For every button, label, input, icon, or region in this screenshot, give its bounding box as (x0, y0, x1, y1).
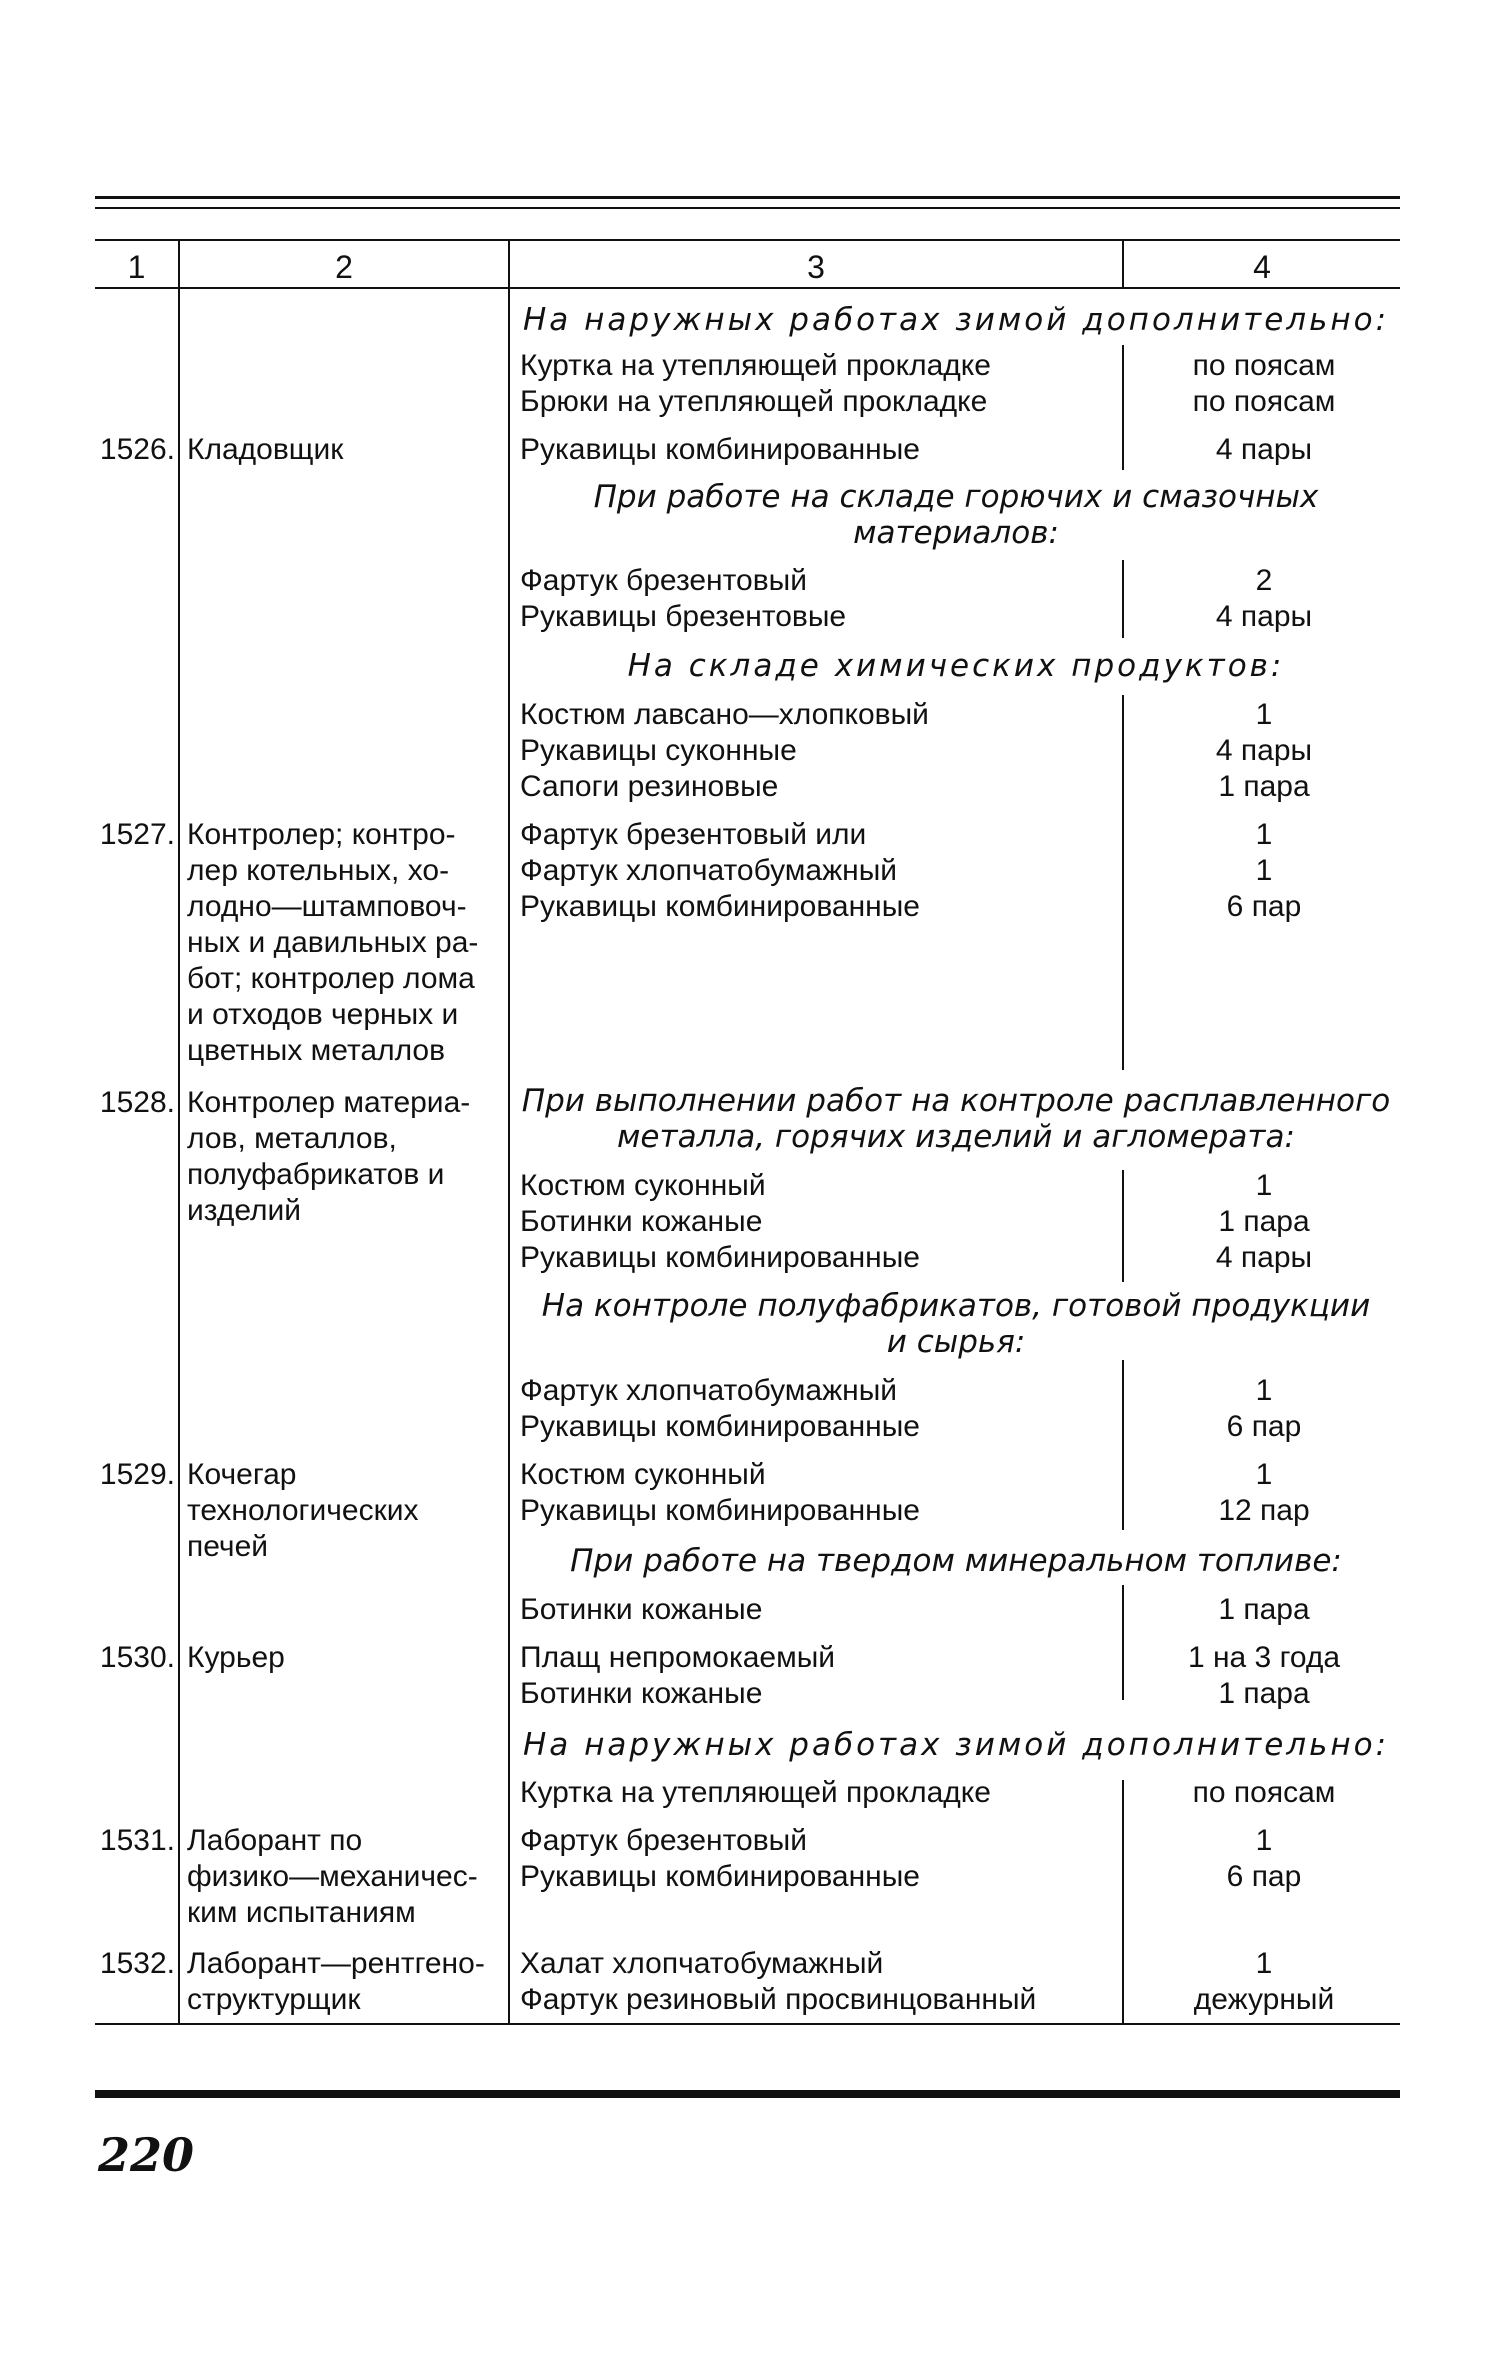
item-text: Куртка на утепляющей прокладке (520, 349, 991, 382)
item-term: по поясам (1192, 1776, 1336, 1809)
section-header-chemical: На складе химических продуктов: (627, 648, 1285, 684)
row-number: 1529. (99, 1458, 175, 1491)
profession-line: лер котельных, хо- (187, 854, 450, 887)
profession-line: Контролер материа- (187, 1086, 471, 1119)
row-number: 1532. (99, 1947, 175, 1980)
header-col-1: 1 (127, 249, 146, 285)
profession-line: лов, металлов, (187, 1122, 397, 1155)
profession-line: лодно—штамповоч- (187, 890, 467, 923)
item-text: Костюм суконный (520, 1458, 766, 1491)
profession-line: технологических (187, 1494, 419, 1527)
item-term: 1 (1255, 1169, 1273, 1202)
profession-line: ким испытаниям (187, 1896, 416, 1929)
col-divider-3-4-seg7 (1122, 1780, 1124, 2025)
section-header-winter-2: На наружных работах зимой дополнительно: (522, 1727, 1390, 1763)
section-header-semi-2: и сырья: (886, 1324, 1026, 1360)
item-text: Фартук брезентовый или (520, 818, 867, 851)
profession-line: и отходов черных и (187, 998, 459, 1031)
item-term: по поясам (1192, 349, 1336, 382)
item-term: 4 пары (1215, 433, 1313, 466)
header-bottom-rule (95, 287, 1400, 289)
section-header-molten-1: При выполнении работ на контроле расплавленного (521, 1083, 1391, 1119)
item-term: 1 пара (1218, 1677, 1310, 1710)
item-text: Костюм лавсано—хлопковый (520, 698, 929, 731)
item-text: Рукавицы брезентовые (520, 600, 847, 633)
item-text: Рукавицы комбинированные (520, 1410, 920, 1443)
header-col-4: 4 (1253, 249, 1271, 285)
profession-line: Контролер; контро- (187, 818, 456, 851)
item-term: 1 (1255, 1824, 1273, 1857)
section-header-solid-fuel: При работе на твердом минеральном топливе: (570, 1543, 1342, 1579)
header-col-3: 3 (807, 249, 825, 285)
item-text: Рукавицы суконные (520, 734, 797, 767)
section-header-fuel-2: материалов: (853, 515, 1059, 551)
col-divider-1-2-lower (178, 1025, 180, 2025)
row-number: 1531. (99, 1824, 175, 1857)
top-rule-2 (95, 207, 1400, 209)
item-text: Фартук брезентовый (520, 564, 807, 597)
item-term: дежурный (1193, 1983, 1335, 2016)
item-term: 12 пар (1218, 1494, 1310, 1527)
col-divider-3-4-seg3 (1122, 695, 1124, 1070)
item-term: 6 пар (1226, 1860, 1302, 1893)
col-divider-3-4-seg1 (1122, 345, 1124, 470)
item-term: 1 (1255, 1458, 1273, 1491)
profession-line: структурщик (187, 1983, 361, 2016)
item-text: Рукавицы комбинированные (520, 890, 920, 923)
item-text: Фартук брезентовый (520, 1824, 807, 1857)
item-term: 1 (1255, 1947, 1273, 1980)
item-term: 2 (1255, 564, 1273, 597)
profession-line: физико—механичес- (187, 1860, 478, 1893)
item-text: Рукавицы комбинированные (520, 433, 920, 466)
profession-line: печей (187, 1530, 269, 1563)
item-term: 4 пары (1215, 734, 1313, 767)
profession-line: Лаборант—рентгено- (187, 1947, 485, 1980)
item-term: 4 пары (1215, 600, 1313, 633)
item-term: 1 (1255, 818, 1273, 851)
item-term: 1 (1255, 854, 1273, 887)
item-term: 1 пара (1218, 1593, 1310, 1626)
profession-line: полуфабрикатов и (187, 1158, 445, 1191)
col-divider-2-3 (508, 239, 510, 2025)
item-text: Фартук хлопчатобумажный (520, 854, 898, 887)
profession-line: бот; контролер лома (187, 962, 475, 995)
item-text: Сапоги резиновые (520, 770, 779, 803)
profession-line: цветных металлов (187, 1034, 446, 1067)
item-term: 1 (1255, 698, 1273, 731)
profession-line: ных и давильных ра- (187, 926, 479, 959)
item-text: Рукавицы комбинированные (520, 1494, 920, 1527)
item-text: Костюм суконный (520, 1169, 766, 1202)
page-footer-rule (95, 2090, 1400, 2098)
item-term: 1 пара (1218, 770, 1310, 803)
item-term: 1 (1255, 1374, 1273, 1407)
profession-line: Кочегар (187, 1458, 297, 1491)
section-header-fuel-1: При работе на складе горючих и смазочных (593, 479, 1319, 515)
item-text: Куртка на утепляющей прокладке (520, 1776, 991, 1809)
item-term: 6 пар (1226, 1410, 1302, 1443)
item-text: Ботинки кожаные (520, 1677, 763, 1710)
section-header-molten-2: металла, горячих изделий и агломерата: (617, 1119, 1295, 1155)
item-text: Халат хлопчатобумажный (520, 1947, 884, 1980)
profession-line: Лаборант по (187, 1824, 363, 1857)
table-bottom-rule (95, 2023, 1400, 2025)
col-divider-3-4-seg6 (1122, 1585, 1124, 1700)
item-text: Брюки на утепляющей прокладке (520, 385, 988, 418)
item-term: по поясам (1192, 385, 1336, 418)
item-text: Ботинки кожаные (520, 1205, 763, 1238)
item-text: Рукавицы комбинированные (520, 1860, 920, 1893)
item-text: Фартук резиновый просвинцованный (520, 1983, 1037, 2016)
row-number: 1527. (99, 818, 175, 851)
section-header-semi-1: На контроле полуфабрикатов, готовой продукции (541, 1288, 1371, 1324)
item-term: 4 пары (1215, 1241, 1313, 1274)
item-term: 6 пар (1226, 890, 1302, 923)
row-number: 1530. (99, 1641, 175, 1674)
col-divider-3-4-seg5 (1122, 1360, 1124, 1530)
row-number: 1526. (99, 433, 175, 466)
row-number: 1528. (99, 1086, 175, 1119)
item-text: Рукавицы комбинированные (520, 1241, 920, 1274)
col-divider-3-4-seg4 (1122, 1170, 1124, 1282)
item-term: 1 на 3 года (1187, 1641, 1341, 1674)
top-rule-1 (95, 196, 1400, 199)
item-term: 1 пара (1218, 1205, 1310, 1238)
header-top-rule (95, 239, 1400, 241)
profession-line: Кладовщик (187, 433, 344, 466)
col-divider-1-2 (178, 239, 180, 1025)
profession-line: изделий (187, 1194, 302, 1227)
section-header-winter: На наружных работах зимой дополнительно: (522, 302, 1390, 338)
col-divider-3-4-seg2 (1122, 560, 1124, 638)
page-number: 220 (98, 2128, 195, 2182)
item-text: Фартук хлопчатобумажный (520, 1374, 898, 1407)
item-text: Ботинки кожаные (520, 1593, 763, 1626)
header-col-2: 2 (335, 249, 353, 285)
profession-line: Курьер (187, 1641, 285, 1674)
item-text: Плащ непромокаемый (520, 1641, 836, 1674)
